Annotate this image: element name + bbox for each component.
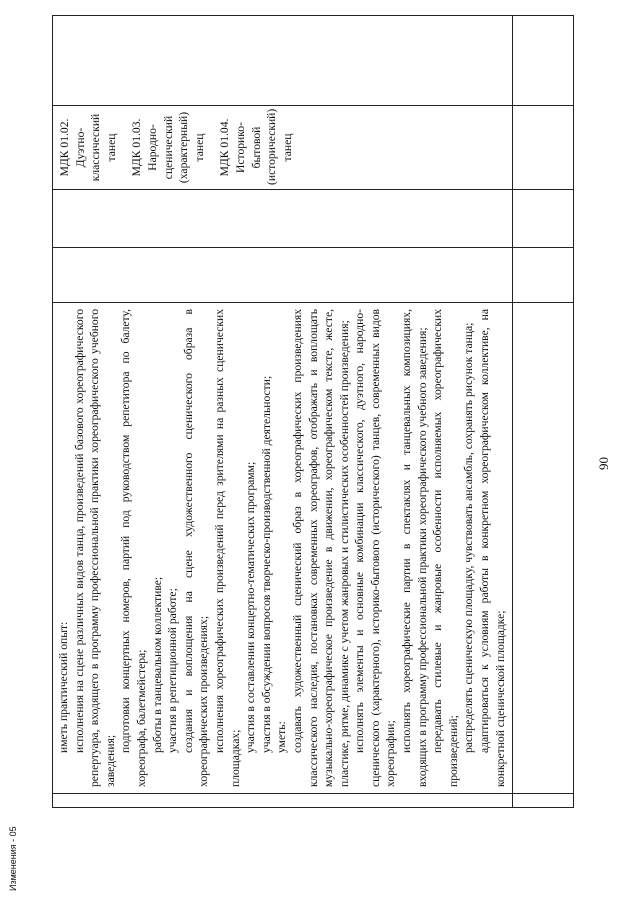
table-cell-empty bbox=[513, 248, 574, 303]
table-cell-empty bbox=[53, 794, 513, 808]
footer-revision-note: Изменения - 05 bbox=[8, 826, 18, 891]
mdk-item: МДК 01.02. Дуэтно-классический танец bbox=[58, 113, 118, 182]
list-item: создавать художественный сценический образ в хореографических произведениях классического наследия, постановках современных хореографов, отображать и воплощать музыкально-хореографическое произведение в движении, хореографическом тексте, жесте, пластике, ритме, динамике с учетом жанровых и стилистических особенностей произведения; bbox=[290, 309, 351, 787]
table-cell-empty bbox=[53, 248, 513, 303]
mdk-list-cell bbox=[53, 106, 513, 190]
list-item: распределять сценическую площадку, чувствовать ансамбль, сохранять рисунок танца; bbox=[462, 322, 476, 753]
table-cell-empty bbox=[513, 190, 574, 248]
skills-heading: уметь: bbox=[275, 721, 289, 753]
list-item: исполнять элементы и основные комбинации классического, дуэтного, народно-сценического (характерного), историко-бытового (исторического) танцев, современных видов хореографии; bbox=[353, 309, 398, 787]
list-item: исполнения хореографических произведений перед зрителями на разных сценических площадках; bbox=[212, 309, 242, 787]
page-number: 90 bbox=[596, 457, 611, 470]
table-cell-empty bbox=[53, 190, 513, 248]
table-cell-empty bbox=[513, 794, 574, 808]
table-cell-empty bbox=[53, 16, 513, 106]
table-cell-empty bbox=[513, 303, 574, 794]
list-item: участия в обсуждении вопросов творческо-производственной деятельности; bbox=[259, 375, 273, 753]
table-row bbox=[53, 16, 513, 808]
list-item: участия в составлении концертно-тематических программ; bbox=[244, 461, 258, 753]
list-item: работы в танцевальном коллективе; bbox=[150, 576, 164, 753]
list-item: исполнения на сцене различных видов танца, произведений базового хореографического репертуара, входящего в программу профессиональной практики хореографического учебного заведения; bbox=[72, 309, 117, 787]
practice-skills-cell bbox=[53, 303, 513, 794]
list-item: создания и воплощения на сцене художественного сценического образа в хореографических произведениях; bbox=[181, 309, 211, 787]
competency-table bbox=[52, 15, 574, 808]
table-cell-empty bbox=[513, 106, 574, 190]
list-item: подготовки концертных номеров, партий под руководством репетитора по балету, хореографа, балетмейстера; bbox=[119, 309, 148, 787]
mdk-item: МДК 01.04. Историко-бытовой (исторический) танец bbox=[218, 108, 294, 185]
mdk-item: МДК 01.03. Народно-сценический (характерный) танец bbox=[130, 111, 206, 184]
list-item: передавать стилевые и жанровые особенности исполняемых хореографических произведений; bbox=[431, 309, 460, 787]
list-item: исполнять хореографические партии в спектаклях и танцевальных композициях, входящих в программу профессиональной практики хореографического учебного заведения; bbox=[400, 309, 429, 787]
table-cell-empty bbox=[513, 16, 574, 106]
table-row bbox=[513, 16, 574, 808]
practice-heading: иметь практический опыт: bbox=[57, 621, 70, 753]
list-item: адаптироваться к условиям работы в конкретном хореографическом коллективе, на конкретной сценической площадке; bbox=[478, 309, 507, 787]
list-item: участия в репетиционной работе; bbox=[166, 588, 180, 753]
